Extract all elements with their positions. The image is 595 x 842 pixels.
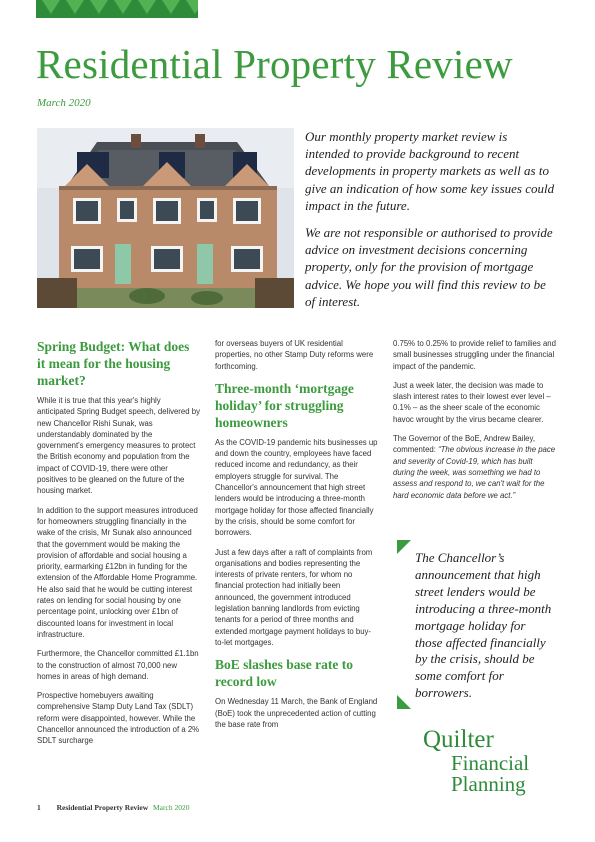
- section-heading: BoE slashes base rate to record low: [215, 657, 353, 690]
- decorative-triangle: [90, 0, 108, 14]
- body-paragraph: 0.75% to 0.25% to provide relief to families and small businesses struggling under the financial impact of the pandemic.: [393, 339, 556, 371]
- quote-corner-icon: [397, 695, 411, 709]
- decorative-triangle: [42, 0, 60, 14]
- logo-line: Quilter: [423, 726, 494, 753]
- body-paragraph: Just a week later, the decision was made to slash interest rates to their lowest ever level – 0.1% – as the sheer scale of the economic havoc wrought by the virus became clearer.: [393, 380, 551, 424]
- body-paragraph: While it is true that this year's highly anticipated Spring Budget speech, delivered by new Chancellor Rishi Sunak, was understandably dominated by the government's emergency measures to protect the British economy and population from the impact of COVID-19, there were other positives to be gleaned on the future of the housing market.: [37, 396, 200, 496]
- decorative-triangle: [162, 0, 180, 14]
- intro-paragraph: Our monthly property market review is intended to provide background to recent developments in property markets as well as to give an indication of how some key issues could impact in the future.: [305, 129, 555, 213]
- houses-photo: [37, 128, 294, 308]
- column-1: [37, 338, 200, 755]
- body-paragraph: Prospective homebuyers awaiting comprehensive Stamp Duty Land Tax (SDLT) reform were disappointed, however. While the Chancellor announced the introduction of a 2% SDLT surcharge: [37, 691, 200, 746]
- intro-paragraph: We are not responsible or authorised to provide advice on investment decisions concerning property, only for the provision of mortgage advice. We hope you will find this review to be of interest.: [305, 225, 553, 309]
- body-paragraph: Furthermore, the Chancellor committed £1.1bn to the construction of almost 70,000 new homes in areas of high demand.: [37, 649, 199, 681]
- decorative-triangle: [186, 0, 198, 14]
- footer-title: Residential Property Review: [56, 803, 149, 812]
- column-2: [215, 338, 378, 738]
- quote-lead: The Governor of the BoE, Andrew Bailey, commented:: [393, 434, 536, 455]
- footer-date: March 2020: [153, 803, 190, 812]
- body-paragraph: In addition to the support measures introduced for homeowners struggling financially in the wake of the crisis, Mr Sunak also announced that the government would be making the provision of affordable and social housing a priority, earmarking £12bn in funding for the extension of the Affordable Home Programme. He also said that he would be cutting interest rates on lending for social housing by one percentage point, unlocking over £1bn of discounted loans for investment in local infrastructure.: [37, 505, 198, 639]
- top-decorative-bar: [36, 0, 198, 18]
- governor-quote: “The obvious increase in the pace and severity of Covid-19, which has built during the week, was something we had to assess and respond to, we can't wait for the hard economic data before we act.”: [393, 445, 556, 500]
- logo-line: Planning: [451, 772, 526, 796]
- section-heading: Spring Budget: What does it mean for the housing market?: [37, 339, 190, 388]
- body-paragraph: On Wednesday 11 March, the Bank of England (BoE) took the unprecedented action of cutting the base rate from: [215, 697, 378, 729]
- page-title: Residential Property Review: [36, 41, 513, 87]
- page-footer: [37, 803, 189, 812]
- column-3: [393, 338, 556, 509]
- body-paragraph: for overseas buyers of UK residential properties, no other Stamp Duty reforms were forthcoming.: [215, 339, 374, 371]
- body-paragraph: Just a few days after a raft of complaints from organisations and bodies representing the interests of private renters, for whom no financial protection had initially been announced, the government introduced legislation banning landlords from evicting tenants for a period of three months and extended mortgage payment holidays to buy-to-let mortgages.: [215, 547, 373, 647]
- section-heading: Three-month ‘mortgage holiday’ for struggling homeowners: [215, 380, 354, 430]
- decorative-triangle: [114, 0, 132, 14]
- decorative-triangle: [138, 0, 156, 14]
- quilter-logo: [423, 727, 529, 795]
- body-paragraph: [393, 433, 556, 501]
- body-paragraph: As the COVID-19 pandemic hits businesses up and down the country, employees have faced reduced income and redundancy, as their employers struggle for survival. The Chancellor's announcement that high street lenders would be introducing a three-month mortgage holiday for those affected financially by the crisis, should be some comfort for borrowers.: [215, 437, 378, 538]
- pull-quote-text: The Chancellor’s announcement that high street lenders would be introducing a three-month mortgage holiday for those affected financially by the crisis, should be some comfort for borrowers.: [415, 550, 552, 701]
- issue-date: March 2020: [37, 97, 91, 109]
- intro-text: [305, 128, 555, 320]
- quote-corner-icon: [397, 540, 411, 554]
- decorative-triangle: [66, 0, 84, 14]
- page-number: 1: [37, 803, 41, 812]
- logo-line: Financial: [451, 751, 530, 775]
